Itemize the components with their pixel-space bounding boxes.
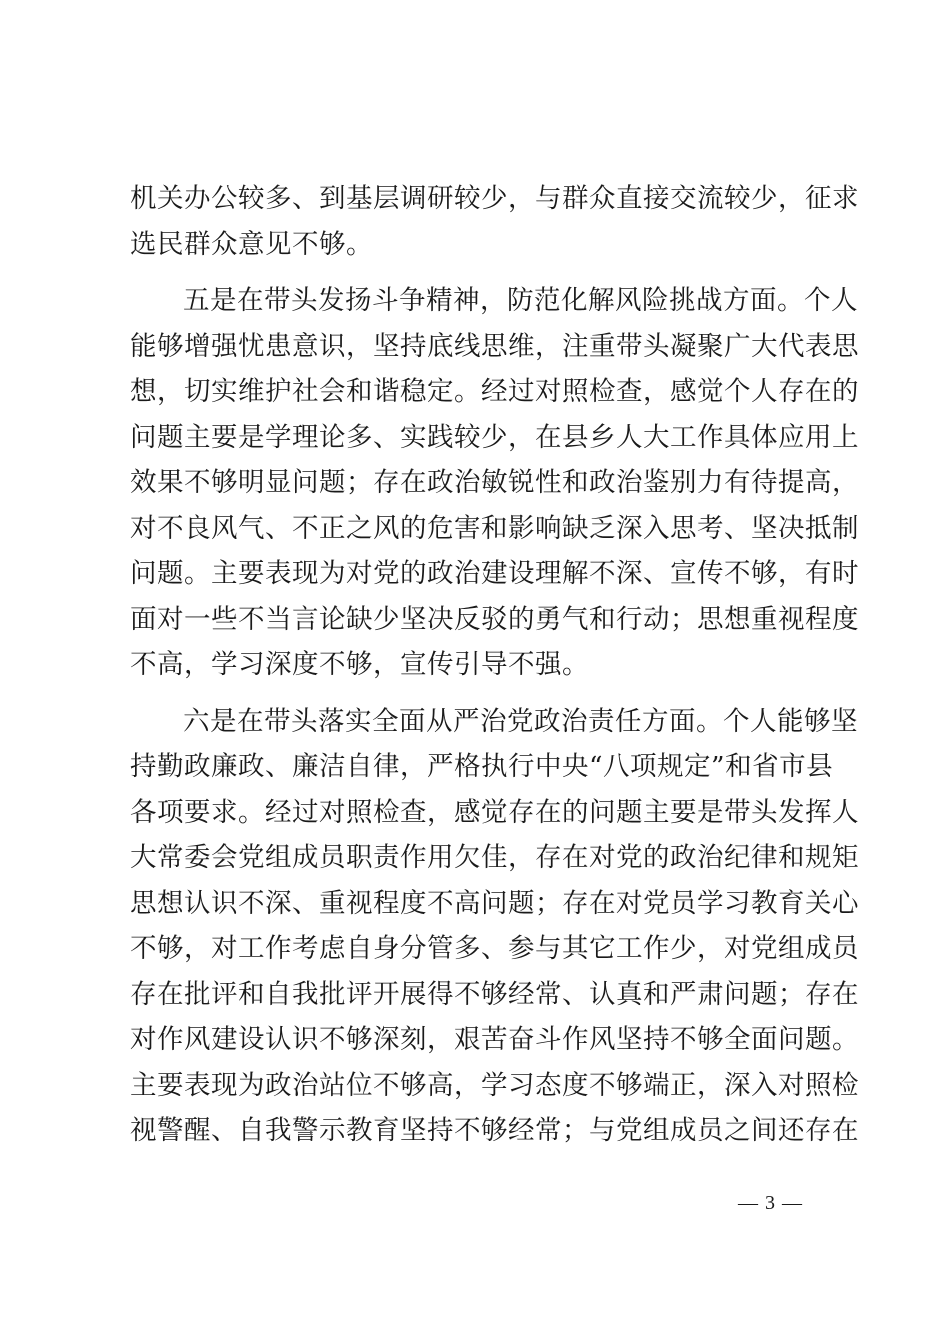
text-line: 对作风建设认识不够深刻，艰苦奋斗作风坚持不够全面问题。 — [130, 1024, 859, 1055]
text-line: 各项要求。经过对照检查，感觉存在的问题主要是带头发挥人 — [130, 796, 859, 828]
body-text — [130, 176, 859, 1154]
text-line: 不高，学习深度不够，宣传引导不强。 — [130, 649, 589, 680]
text-line: 五是在带头发扬斗争精神，防范化解风险挑战方面。个人 — [183, 285, 858, 316]
text-line: 大常委会党组成员职责作用欠佳，存在对党的政治纪律和规矩 — [130, 842, 859, 873]
paragraph-1 — [130, 176, 859, 267]
text-line: 选民群众意见不够。 — [130, 228, 373, 260]
text-line: 主要表现为政治站位不够高，学习态度不够端正，深入对照检 — [130, 1069, 859, 1101]
text-line: 思想认识不深、重视程度不高问题；存在对党员学习教育关心 — [130, 887, 859, 919]
text-line: 机关办公较多、到基层调研较少，与群众直接交流较少，征求 — [130, 183, 859, 214]
text-line: 不够，对工作考虑自身分管多、参与其它工作少，对党组成员 — [130, 933, 859, 964]
text-line: 持勤政廉政、廉洁自律，严格执行中央“八项规定”和省市县 — [130, 751, 834, 782]
text-line: 想，切实维护社会和谐稳定。经过对照检查，感觉个人存在的 — [130, 376, 859, 407]
text-line: 问题。主要表现为对党的政治建设理解不深、宣传不够，有时 — [130, 558, 859, 589]
paragraph-3 — [130, 699, 859, 1154]
text-line: 能够增强忧患意识，坚持底线思维，注重带头凝聚广大代表思 — [130, 330, 859, 362]
text-line: 面对一些不当言论缺少坚决反驳的勇气和行动；思想重视程度 — [130, 603, 859, 635]
text-line: 视警醒、自我警示教育坚持不够经常；与党组成员之间还存在 — [130, 1115, 859, 1146]
text-line: 对不良风气、不正之风的危害和影响缺乏深入思考、坚决抵制 — [130, 512, 859, 544]
text-line: 存在批评和自我批评开展得不够经常、认真和严肃问题；存在 — [130, 978, 859, 1010]
page-number: — 3 — — [738, 1192, 803, 1214]
text-line: 六是在带头落实全面从严治党政治责任方面。个人能够坚 — [183, 705, 858, 737]
text-line: 效果不够明显问题；存在政治敏锐性和政治鉴别力有待提高， — [130, 467, 859, 498]
paragraph-2 — [130, 278, 859, 688]
text-line: 问题主要是学理论多、实践较少，在县乡人大工作具体应用上 — [130, 421, 859, 453]
